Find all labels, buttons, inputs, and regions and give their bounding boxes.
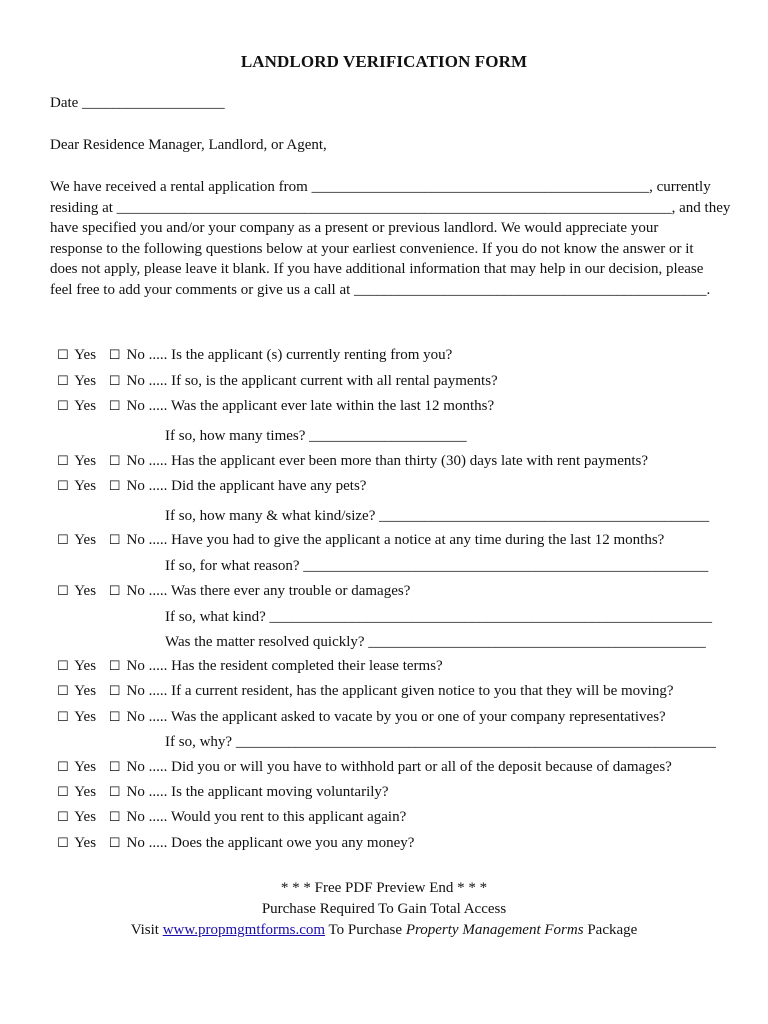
visit-line — [0, 920, 768, 941]
package-text: Package — [583, 922, 638, 938]
no-checkbox[interactable]: ☐ — [108, 710, 121, 725]
yes-label: Yes — [74, 835, 97, 851]
preview-end-notice: * * * Free PDF Preview End * * * — [280, 880, 488, 896]
question-text: ..... If a current resident, has the applicant given notice to you that they will be moving? — [148, 683, 674, 699]
no-label: No — [126, 809, 145, 825]
followup-line: Was the matter resolved quickly? _____________________________________________ — [165, 634, 706, 650]
yes-label: Yes — [74, 683, 97, 699]
question-row — [57, 531, 664, 550]
question-text: ..... Was there ever any trouble or damages? — [148, 583, 411, 599]
question-row — [57, 397, 494, 416]
followup-line: If so, for what reason? ______________________________________________________ — [165, 558, 709, 574]
yes-label: Yes — [74, 658, 97, 674]
no-checkbox[interactable]: ☐ — [108, 810, 121, 825]
no-label: No — [126, 658, 145, 674]
no-label: No — [126, 373, 145, 389]
yes-label: Yes — [74, 532, 97, 548]
question-text: ..... Does the applicant owe you any money? — [148, 835, 415, 851]
no-checkbox[interactable]: ☐ — [108, 760, 121, 775]
question-row — [57, 783, 389, 802]
intro-line: response to the following questions below at your earliest convenience. If you do not know the answer or it — [50, 240, 694, 257]
no-label: No — [126, 478, 145, 494]
intro-line: does not apply, please leave it blank. If you have additional information that may help in our decision, please — [50, 261, 704, 277]
question-row — [57, 452, 648, 471]
visit-prefix: Visit — [130, 922, 163, 938]
question-text: ..... Did you or will you have to withhold part or all of the deposit because of damages? — [148, 759, 672, 775]
no-label: No — [126, 453, 145, 469]
question-text: ..... Has the resident completed their lease terms? — [148, 658, 443, 674]
intro-line: feel free to add your comments or give us a call at _______________________________________________. — [50, 281, 711, 298]
question-row — [57, 657, 443, 676]
yes-label: Yes — [74, 478, 97, 494]
yes-label: Yes — [74, 809, 97, 825]
intro-line: residing at __________________________________________________________________________, and they — [50, 199, 731, 216]
yes-checkbox[interactable]: ☐ — [57, 710, 69, 725]
no-label: No — [126, 709, 145, 725]
no-label: No — [126, 583, 145, 599]
no-label: No — [126, 683, 145, 699]
question-text: ..... Was the applicant ever late within the last 12 months? — [148, 398, 495, 414]
no-checkbox[interactable]: ☐ — [108, 374, 121, 389]
yes-checkbox[interactable]: ☐ — [57, 348, 69, 363]
question-row — [57, 834, 414, 853]
yes-label: Yes — [74, 347, 97, 363]
no-label: No — [126, 759, 145, 775]
yes-checkbox[interactable]: ☐ — [57, 454, 69, 469]
question-row — [57, 346, 452, 365]
followup-line: If so, how many & what kind/size? ____________________________________________ — [165, 508, 710, 524]
website-link[interactable]: www.propmgmtforms.com — [162, 922, 326, 938]
question-text: ..... Is the applicant moving voluntarily? — [148, 784, 389, 800]
no-label: No — [126, 835, 145, 851]
question-row — [57, 477, 366, 496]
intro-line: We have received a rental application from _____________________________________________, currently — [50, 179, 711, 195]
no-checkbox[interactable]: ☐ — [108, 659, 121, 674]
no-checkbox[interactable]: ☐ — [108, 454, 121, 469]
question-row — [57, 582, 410, 601]
yes-checkbox[interactable]: ☐ — [57, 684, 69, 699]
intro-paragraph — [50, 177, 731, 300]
yes-checkbox[interactable]: ☐ — [57, 584, 69, 599]
yes-checkbox[interactable]: ☐ — [57, 479, 69, 494]
question-text: ..... Have you had to give the applicant a notice at any time during the last 12 months? — [148, 532, 665, 548]
question-text: ..... Has the applicant ever been more than thirty (30) days late with rent payments? — [148, 453, 649, 469]
yes-checkbox[interactable]: ☐ — [57, 374, 69, 389]
followup-line: If so, how many times? _____________________ — [165, 428, 467, 444]
yes-label: Yes — [74, 453, 97, 469]
yes-label: Yes — [74, 398, 97, 414]
question-text: ..... If so, is the applicant current with all rental payments? — [148, 373, 498, 389]
form-title: LANDLORD VERIFICATION FORM — [240, 52, 528, 71]
no-checkbox[interactable]: ☐ — [108, 399, 121, 414]
question-row — [57, 808, 406, 827]
no-checkbox[interactable]: ☐ — [108, 533, 121, 548]
yes-checkbox[interactable]: ☐ — [57, 810, 69, 825]
product-name: Property Management Forms — [405, 922, 584, 938]
yes-checkbox[interactable]: ☐ — [57, 659, 69, 674]
no-label: No — [126, 532, 145, 548]
question-row — [57, 758, 672, 777]
date-line: Date ___________________ — [50, 95, 225, 111]
yes-checkbox[interactable]: ☐ — [57, 399, 69, 414]
salutation: Dear Residence Manager, Landlord, or Agent, — [50, 137, 327, 153]
yes-label: Yes — [74, 709, 97, 725]
no-checkbox[interactable]: ☐ — [108, 348, 121, 363]
yes-label: Yes — [74, 784, 97, 800]
yes-checkbox[interactable]: ☐ — [57, 836, 69, 851]
no-checkbox[interactable]: ☐ — [108, 684, 121, 699]
to-purchase-text: To Purchase — [325, 922, 406, 938]
no-label: No — [126, 347, 145, 363]
question-text: ..... Would you rent to this applicant again? — [148, 809, 407, 825]
no-checkbox[interactable]: ☐ — [108, 479, 121, 494]
intro-line: have specified you and/or your company as a present or previous landlord. We would appreciate your — [50, 220, 659, 236]
yes-label: Yes — [74, 759, 97, 775]
no-label: No — [126, 784, 145, 800]
no-checkbox[interactable]: ☐ — [108, 836, 121, 851]
yes-checkbox[interactable]: ☐ — [57, 533, 69, 548]
purchase-required-notice: Purchase Required To Gain Total Access — [261, 901, 507, 917]
followup-line: If so, what kind? ___________________________________________________________ — [165, 609, 713, 625]
followup-line: If so, why? ________________________________________________________________ — [165, 734, 716, 750]
no-checkbox[interactable]: ☐ — [108, 584, 121, 599]
question-row — [57, 372, 498, 391]
question-text: ..... Did the applicant have any pets? — [148, 478, 367, 494]
yes-checkbox[interactable]: ☐ — [57, 760, 69, 775]
question-text: ..... Was the applicant asked to vacate by you or one of your company representatives? — [148, 709, 666, 725]
yes-label: Yes — [74, 373, 97, 389]
question-text: ..... Is the applicant (s) currently renting from you? — [148, 347, 453, 363]
question-row — [57, 708, 666, 727]
no-checkbox[interactable]: ☐ — [108, 785, 121, 800]
yes-checkbox[interactable]: ☐ — [57, 785, 69, 800]
question-row — [57, 682, 673, 701]
no-label: No — [126, 398, 145, 414]
yes-label: Yes — [74, 583, 97, 599]
